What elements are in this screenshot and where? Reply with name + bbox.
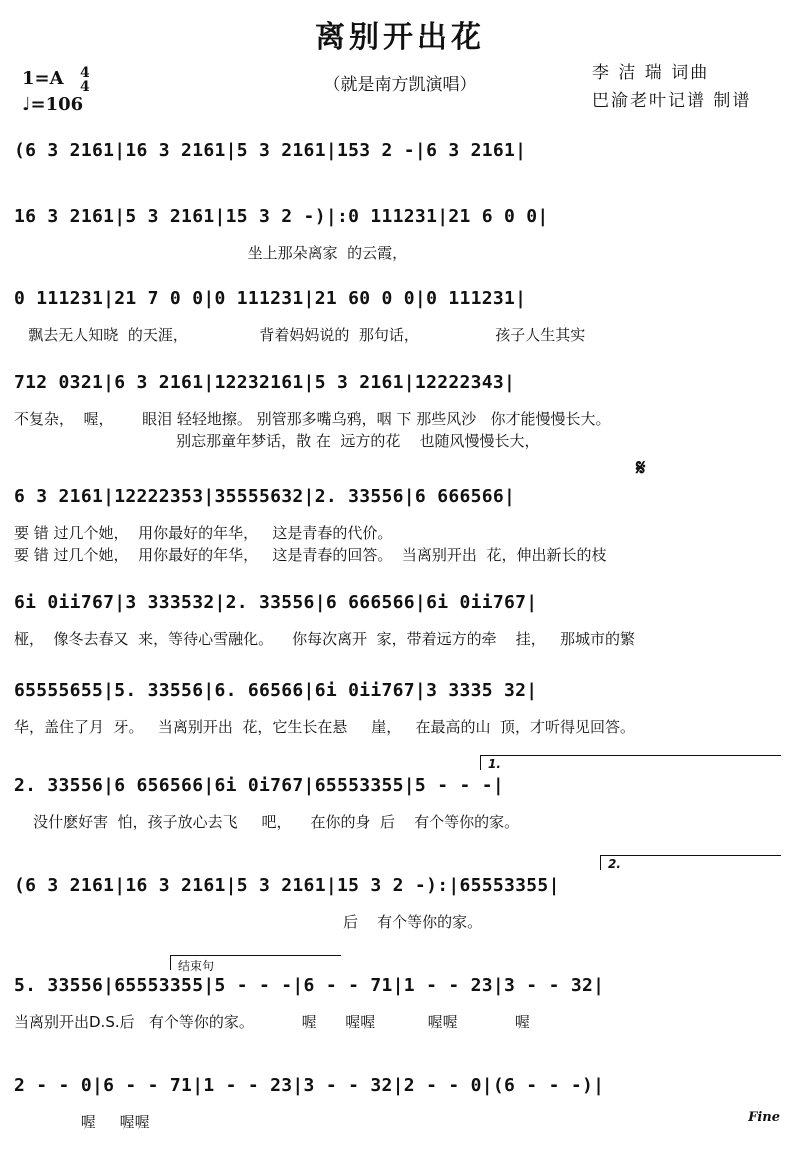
lyric-line: 别忘那童年梦话，散 在 远方的花 也随风慢慢长大，	[14, 432, 540, 450]
lyric-line: 后 有个等你的家。	[14, 913, 483, 931]
notation-line: 65555655|5. 33556|6. 66566|6i 0ii767|3 3335 32|	[14, 680, 538, 701]
lyric-line: 喔 喔喔	[14, 1113, 150, 1131]
lyric-line: 要 错 过几个她， 用你最好的年华， 这是青春的代价。	[14, 524, 393, 542]
time-bottom: 4	[80, 79, 90, 95]
notation-line: 2 - - 0|6 - - 71|1 - - 23|3 - - 32|2 - - 0|(6 - - -)|	[14, 1075, 605, 1096]
notation-line: (6 3 2161|16 3 2161|5 3 2161|153 2 -|6 3 2161|	[14, 140, 527, 161]
fine-mark: Fine	[748, 1110, 780, 1125]
credit-transcriber: 巴渝老叶记谱 制谱	[592, 91, 752, 111]
song-subtitle: （就是南方凯演唱）	[323, 75, 477, 95]
notation-line: 16 3 2161|5 3 2161|15 3 2 -)|:0 111231|21 6 0 0|	[14, 206, 549, 227]
lyric-line: 不复杂， 喔， 眼泪 轻轻地擦。 别管那多嘴乌鸦，咽 下 那些风沙 你才能慢慢长大。	[14, 410, 611, 428]
notation-line: 6i 0ii767|3 333532|2. 33556|6 666566|6i 0ii767|	[14, 592, 538, 613]
notation-line: 2. 33556|6 656566|6i 0i767|65553355|5 - - -|	[14, 775, 505, 796]
lyric-line: 桠， 像冬去春又 来，等待心雪融化。 你每次离开 家，带着远方的牵 挂， 那城市的繁	[14, 630, 636, 648]
lyric-line: 坐上那朵离家 的云霞，	[14, 244, 408, 262]
lyric-line: 当离别开出D.S.后 有个等你的家。 喔 喔喔 喔喔 喔	[14, 1013, 530, 1031]
segno-mark: 𝄋	[636, 456, 646, 481]
lyric-line: 要 错 过几个她， 用你最好的年华， 这是青春的回答。 当离别开出 花，伸出新长的枝	[14, 546, 607, 564]
lyric-line: 华，盖住了月 牙。 当离别开出 花，它生长在悬 崖， 在最高的山 顶，才听得见回答。	[14, 718, 636, 736]
notation-line: 712 0321|6 3 2161|12232161|5 3 2161|12222343|	[14, 372, 516, 393]
notation-line: 0 111231|21 7 0 0|0 111231|21 60 0 0|0 111231|	[14, 288, 527, 309]
key-signature: 1=A	[22, 68, 64, 89]
volta-2-label: 2.	[608, 857, 621, 871]
volta-1-bracket	[480, 755, 781, 770]
time-signature	[80, 66, 90, 94]
time-top: 4	[80, 65, 90, 81]
notation-line: 6 3 2161|12222353|35555632|2. 33556|6 666566|	[14, 486, 516, 507]
tempo: ♩=106	[22, 94, 84, 115]
volta-2-bracket	[600, 855, 781, 870]
volta-1-label: 1.	[488, 757, 501, 771]
notation-line: (6 3 2161|16 3 2161|5 3 2161|15 3 2 -):|65553355|	[14, 875, 560, 896]
ending-label: 结束句	[178, 959, 215, 973]
notation-line: 5. 33556|65553355|5 - - -|6 - - 71|1 - - 23|3 - - 32|	[14, 975, 605, 996]
lyric-line: 飘去无人知晓 的天涯， 背着妈妈说的 那句话， 孩子人生其实	[14, 326, 586, 344]
song-title: 离别开出花	[315, 20, 485, 55]
lyric-line: 没什麽好害 怕，孩子放心去飞 吧， 在你的身 后 有个等你的家。	[14, 813, 520, 831]
credit-composer: 李 洁 瑞 词曲	[592, 63, 710, 83]
